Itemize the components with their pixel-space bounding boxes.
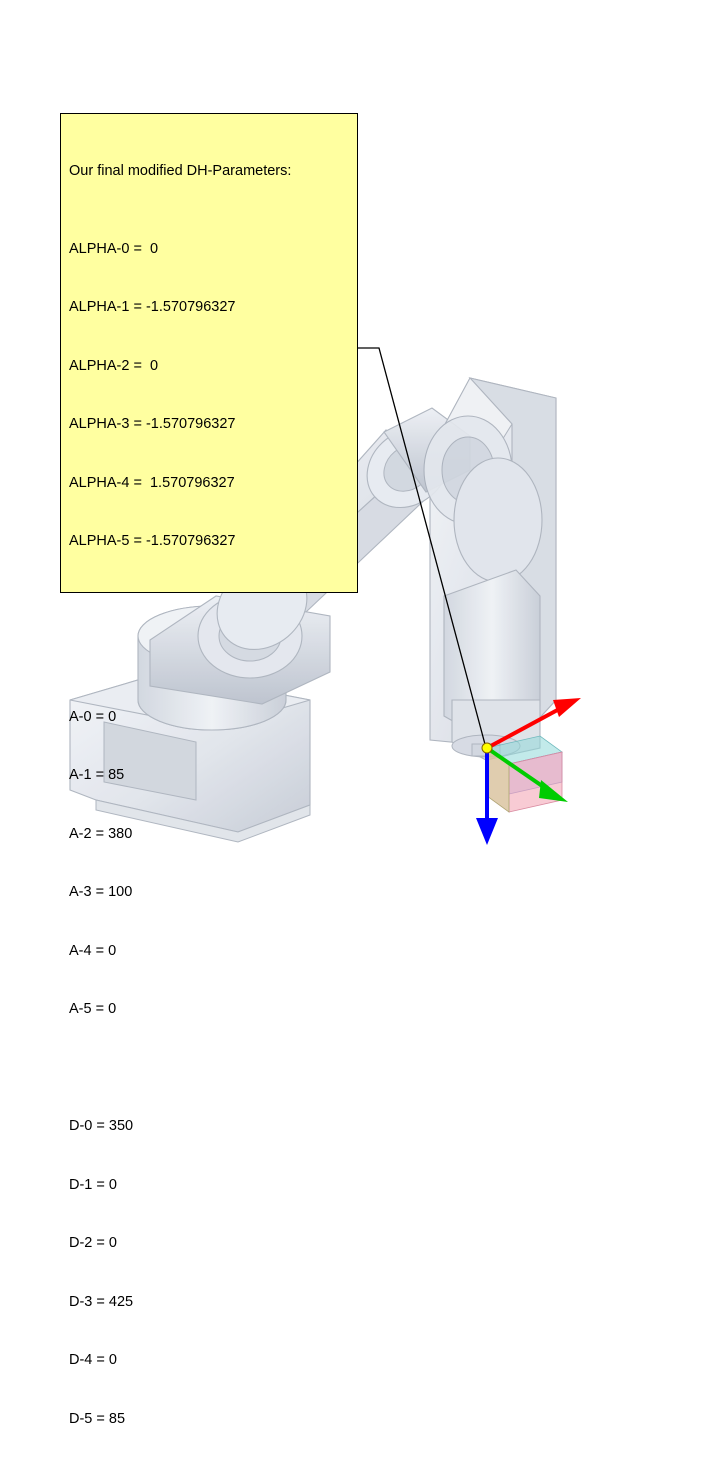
spacer-2 — [69, 649, 357, 669]
alpha-4: ALPHA-4 = 1.570796327 — [69, 474, 235, 491]
spacer-1 — [69, 591, 357, 611]
a-3: A-3 = 100 — [69, 884, 133, 900]
a-0: A-0 = 0 — [69, 708, 117, 725]
alpha-0: ALPHA-0 = 0 — [69, 240, 159, 257]
robot-ghost-right — [424, 378, 556, 760]
alpha-1: ALPHA-1 = -1.570796327 — [69, 299, 236, 315]
callout-title: Our final modified DH-Parameters: — [69, 163, 292, 179]
spacer-3 — [69, 1059, 357, 1079]
d-5: D-5 = 85 — [69, 1410, 126, 1427]
d-1: D-1 = 0 — [69, 1176, 117, 1193]
a-5: A-5 = 0 — [69, 1001, 117, 1017]
a-1: A-1 = 85 — [69, 767, 125, 783]
d-3: D-3 = 425 — [69, 1293, 134, 1310]
d-4: D-4 = 0 — [69, 1352, 117, 1368]
frame-origin-marker — [482, 743, 492, 753]
robot-wrist-right — [444, 570, 540, 760]
a-2: A-2 = 380 — [69, 825, 133, 842]
alpha-2: ALPHA-2 = 0 — [69, 357, 159, 374]
alpha-3: ALPHA-3 = -1.570796327 — [69, 416, 236, 432]
a-4: A-4 = 0 — [69, 942, 117, 959]
alpha-5: ALPHA-5 = -1.570796327 — [69, 533, 236, 549]
d-0: D-0 = 350 — [69, 1118, 134, 1134]
dh-parameters-callout — [60, 113, 358, 1427]
d-2: D-2 = 0 — [69, 1235, 117, 1251]
